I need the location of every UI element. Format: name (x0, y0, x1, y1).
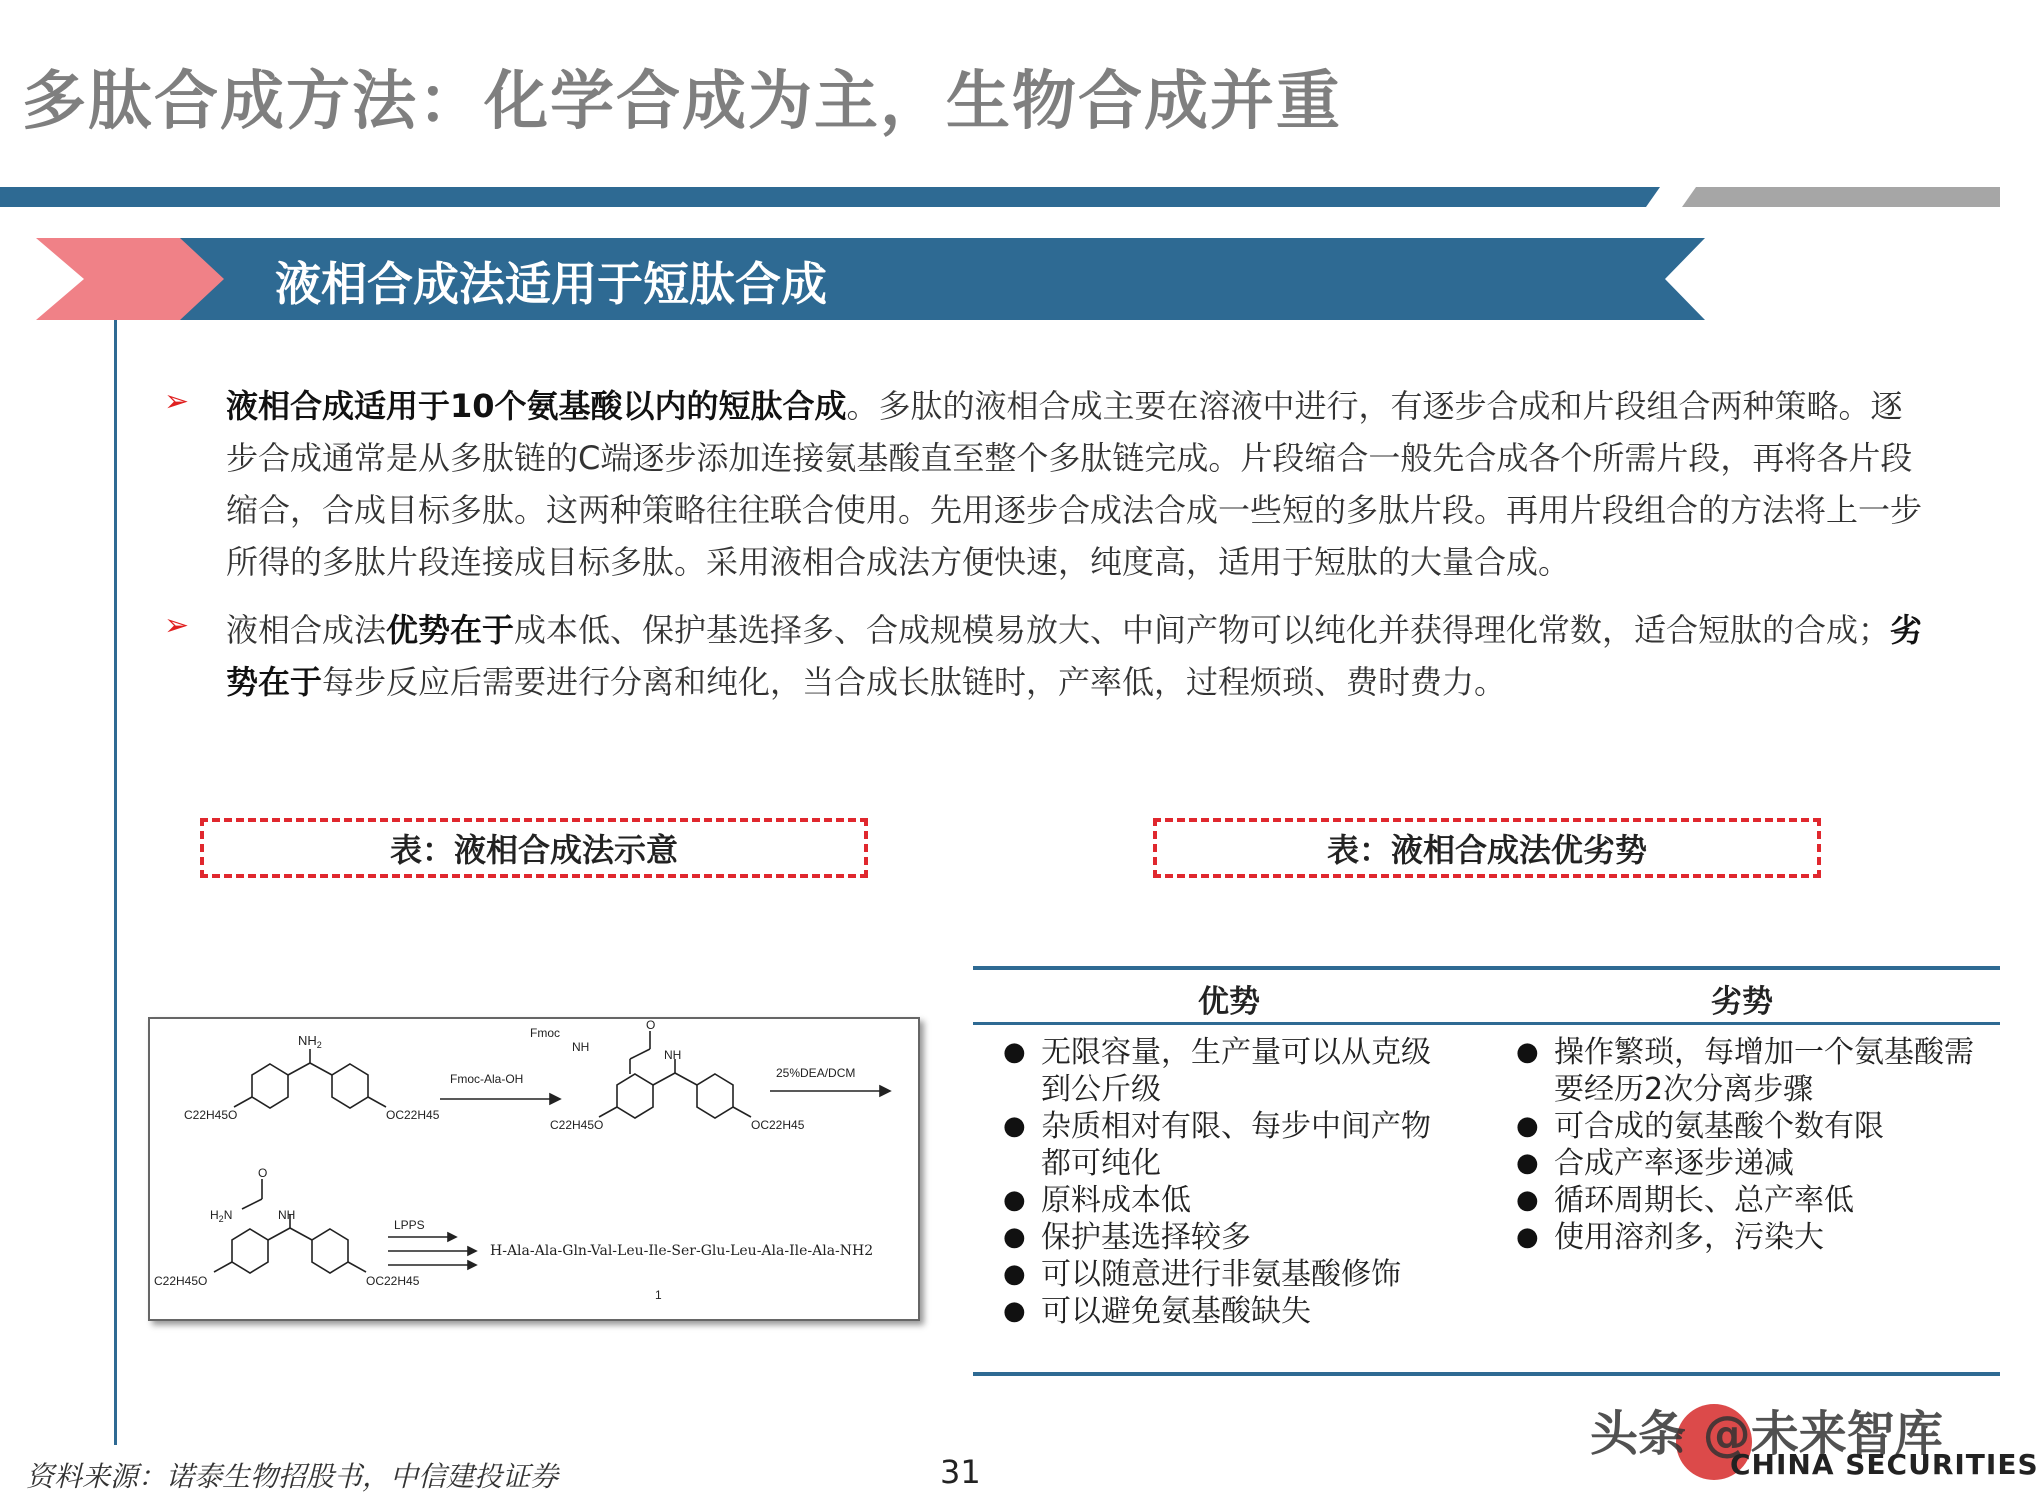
list-item: ● 使用溶剂多，污染大 (1496, 1219, 1996, 1256)
bullet-bold-disadvantage: 劣势在于 (226, 611, 1923, 701)
benzene-ring (252, 1064, 288, 1108)
bullet-body: 。多肽的液相合成主要在溶液中进行，有逐步合成和片段组合两种策略。逐步合成通常是从多肽链的C端逐步添加连接氨基酸直至整个多肽链完成。片段缩合一般先合成各个所需片段，再将各片段缩合，合成目标多肽。这两种策略往往联合使用。先用逐步合成法合成一些短的多肽片段。再用片段组合的方法将上一步所得的多肽片段连接成目标多肽。采用液相合成法方便快速，纯度高，适用于短肽的大量合成。 (226, 387, 1923, 581)
list-item: ● 可以避免氨基酸缺失 (983, 1293, 1453, 1330)
table-header-advantage: 优势 (1198, 984, 1260, 1020)
list-item: ● 可以随意进行非氨基酸修饰 (983, 1256, 1453, 1293)
benzene-ring (697, 1074, 733, 1118)
amide-nh-label-3: NH (278, 1208, 296, 1222)
fmoc-label: Fmoc (530, 1026, 560, 1040)
table-rule-header (973, 1022, 2000, 1025)
bullet-bold-advantage: 优势在于 (386, 611, 515, 649)
amine-h2n-label: $H_2N$ (210, 1208, 233, 1224)
alkoxy-left-label: C22H45O (184, 1108, 238, 1122)
header-divider-gray (1682, 187, 2000, 207)
list-item: ● 操作繁琐，每增加一个氨基酸需要经历2次分离步骤 (1496, 1034, 1996, 1108)
carbonyl-o-label: O (646, 1018, 656, 1032)
page-title: 多肽合成方法：化学合成为主，生物合成并重 (22, 65, 1342, 139)
lpps-label: LPPS (394, 1218, 425, 1232)
peptide-sequence: H-Ala-Ala-Gln-Val-Leu-Ile-Ser-Glu-Leu-Ala-Ile-Ala-NH2 (490, 1243, 874, 1259)
list-item: ● 原料成本低 (983, 1182, 1453, 1219)
list-item: ● 保护基选择较多 (983, 1219, 1453, 1256)
bullet-text (226, 380, 1924, 588)
reagent-dea-dcm: 25%DEA/DCM (776, 1066, 856, 1080)
amide-nh-label: NH (572, 1040, 590, 1054)
alkoxy-right-label: OC22H45 (386, 1108, 440, 1122)
alkoxy-right-label-2: OC22H45 (751, 1118, 805, 1132)
carbonyl-o-label-2: O (258, 1166, 268, 1180)
header-divider-blue (0, 187, 1660, 207)
compound-number: 1 (655, 1288, 662, 1302)
pros-cons-table (973, 966, 2000, 1376)
bullet-post: 每步反应后需要进行分离和纯化，当合成长肽链时，产率低，过程烦琐、费时费力。 (322, 663, 1507, 701)
logo-text: CHINA SECURITIES (1730, 1448, 2039, 1481)
benzene-ring (312, 1229, 348, 1273)
bullet-liquid-phase-scope (164, 380, 1924, 588)
list-item: ● 无限容量，生产量可以从克级到公斤级 (983, 1034, 1453, 1108)
bullet-text (226, 604, 1924, 708)
amine-label: $NH_2$ (298, 1033, 322, 1050)
benzene-ring (332, 1064, 368, 1108)
caption-table: 表：液相合成法优劣势 (1153, 818, 1821, 878)
advantage-list (983, 1034, 1453, 1330)
benzene-ring (617, 1074, 653, 1118)
list-item: ● 可合成的氨基酸个数有限 (1496, 1108, 1996, 1145)
list-item: ● 合成产率逐步递减 (1496, 1145, 1996, 1182)
amide-nh-label-2: NH (664, 1048, 682, 1062)
reagent-fmoc-ala: Fmoc-Ala-OH (450, 1072, 524, 1086)
table-rule-top (973, 966, 2000, 970)
bullet-pros-cons (164, 604, 1924, 708)
disadvantage-list (1496, 1034, 1996, 1256)
alkoxy-right-label-3: OC22H45 (366, 1274, 420, 1288)
source-note: 资料来源：诺泰生物招股书，中信建投证券 (26, 1460, 559, 1493)
table-header-disadvantage: 劣势 (1711, 984, 1773, 1020)
list-item: ● 杂质相对有限、每步中间产物都可纯化 (983, 1108, 1453, 1182)
watermark: 头条 @未来智库 (1590, 1406, 1943, 1462)
page-number: 31 (940, 1453, 981, 1491)
left-vertical-rule (114, 320, 117, 1445)
bullet-bold-lead: 液相合成适用于10个氨基酸以内的短肽合成 (226, 387, 847, 425)
synthesis-scheme-svg (150, 1019, 918, 1319)
table-rule-bottom (973, 1372, 2000, 1376)
bullet-pre: 液相合成法 (226, 611, 387, 649)
alkoxy-left-label-3: C22H45O (154, 1274, 208, 1288)
list-item: ● 循环周期长、总产率低 (1496, 1182, 1996, 1219)
bullet-mid: 成本低、保护基选择多、合成规模易放大、中间产物可以纯化并获得理化常数，适合短肽的合成； (514, 611, 1891, 649)
benzene-ring (232, 1229, 268, 1273)
bullet-arrow-icon: ➢ (164, 608, 190, 643)
alkoxy-left-label-2: C22H45O (550, 1118, 604, 1132)
section-title: 液相合成法适用于短肽合成 (275, 257, 827, 311)
synthesis-diagram (148, 1017, 920, 1321)
bullet-arrow-icon: ➢ (164, 384, 190, 419)
caption-diagram: 表：液相合成法示意 (200, 818, 868, 878)
